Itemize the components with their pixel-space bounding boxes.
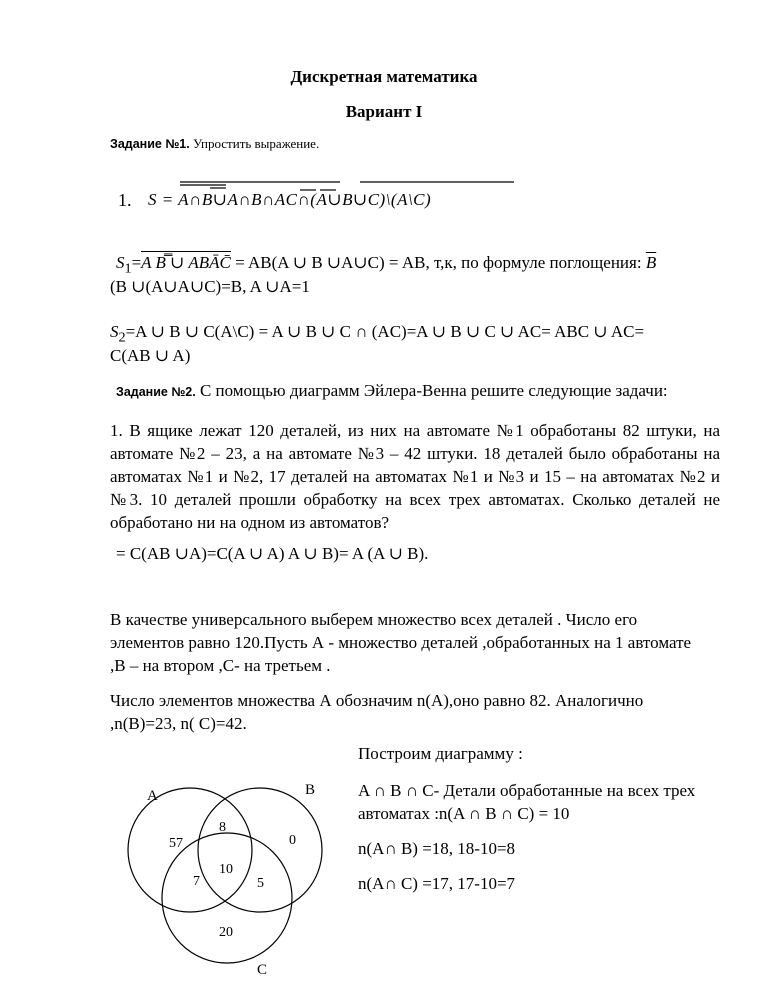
venn-region-b: 0 — [289, 833, 296, 848]
s2-line2: C(AB ∪ A) — [110, 346, 191, 365]
s1-rest: = AB(A ∪ B ∪A∪C) = AB, т,к, по формуле поглощения: — [235, 253, 642, 272]
venn-region-bc: 5 — [257, 876, 264, 891]
s1-line1: $S_1=A$ B̿ ∪ ABĀC̄ = AB(A ∪ B ∪A∪C) = AB, т,к, по формуле поглощения: $\overline{B}$ — [116, 253, 657, 277]
venn-region-c: 20 — [219, 925, 233, 940]
solution-r4: n(A∩ C) =17, 17-10=7 — [358, 874, 516, 893]
task2-label: Задание №2. — [116, 385, 196, 399]
solution-r1: Построим диаграмму : — [358, 744, 523, 763]
task1-formula — [118, 176, 538, 216]
solution-r3: n(A∩ B) =18, 18-10=8 — [358, 839, 516, 858]
solution-r2: A ∩ B ∩ C- Детали обработанные на всех трех автоматах :n(A ∩ B ∩ C) = 10 — [358, 781, 696, 823]
variant-title: Вариант I — [345, 102, 423, 121]
venn-label-a: A — [147, 788, 158, 804]
task2-problem: 1. В ящике лежат 120 деталей, из них на автомате №1 обработаны 82 штуки, на автомате №2 – 23, а на автомате №3 – 42 штуки. 18 деталей было обработаны на автоматах №1 и №2, 17 деталей на автоматах №1 и №3 и 15 – на автоматах №2 и №3. 10 деталей прошли обработку на всех трех автоматах. Сколько деталей не обработано ни на одном из автоматов? — [110, 421, 720, 532]
task2-text: С помощью диаграмм Эйлера-Венна решите следующие задачи: — [199, 381, 668, 400]
venn-circle-b — [198, 788, 322, 912]
venn-region-a: 57 — [169, 836, 183, 851]
task1-heading — [110, 136, 319, 152]
s2-text: =A ∪ B ∪ C(A\C) = A ∪ B ∪ C ∩ (AC)=A ∪ B ∪ C ∪ AC= ABC ∪ AC= — [125, 322, 645, 341]
venn-circle-a — [128, 788, 252, 912]
solution-right — [358, 742, 718, 895]
task1-label: Задание №1. — [110, 137, 190, 151]
venn-region-ac: 7 — [193, 874, 200, 889]
s2-line1: $S_2=A$ ∪ B ∪ C(A\C) = A ∪ B ∪ C ∩ (AC)=A ∪ B ∪ C ∪ AC= ABC ∪ AC= — [110, 322, 645, 346]
solution-p1: В качестве универсального выберем множество всех деталей . Число его элементов равно 120.Пусть А - множество деталей ,обработанных на 1 автомате ,В – на втором ,С- на третьем . — [110, 610, 692, 675]
s1-line2: (B ∪(A∪A∪C)=B, A ∪A=1 — [110, 277, 310, 296]
venn-region-ab: 8 — [219, 820, 226, 835]
venn-label-c: C — [257, 962, 268, 978]
task2-heading — [116, 381, 668, 401]
task2-eq: = C(AB ∪A)=C(A ∪ A) A ∪ B)= A (A ∪ B). — [116, 544, 429, 563]
venn-circle-c — [162, 833, 292, 963]
solution-p2: Число элементов множества А обозначим n(A),оно равно 82. Аналогично ,n(B)=23, n( C)=42. — [110, 691, 644, 733]
venn-label-b: B — [305, 782, 316, 798]
formula-text: S = A∩B∪A∩B∩AC∩(A∪B∪C)\(A\C) — [148, 190, 432, 209]
doc-title: Дискретная математика — [290, 67, 478, 86]
formula-number: 1. — [118, 190, 132, 210]
s1-eq: = — [131, 253, 142, 272]
task1-text: Упростить выражение. — [192, 136, 320, 151]
venn-region-abc: 10 — [219, 862, 233, 877]
venn-diagram — [115, 780, 345, 985]
